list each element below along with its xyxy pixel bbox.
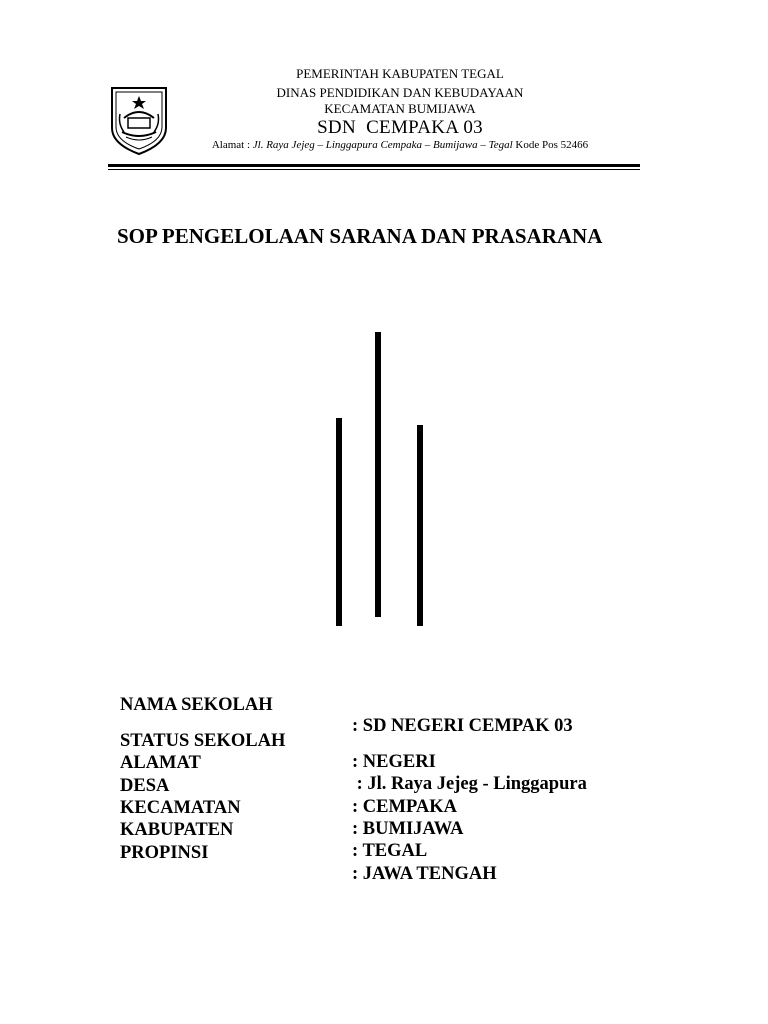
info-value: : JAWA TENGAH xyxy=(352,864,497,884)
decor-bar-center xyxy=(375,332,381,617)
document-title: SOP PENGELOLAAN SARANA DAN PRASARANA xyxy=(117,224,603,248)
info-value: : CEMPAKA xyxy=(352,797,457,817)
info-label: KABUPATEN xyxy=(120,820,234,840)
info-label: PROPINSI xyxy=(120,843,209,863)
letterhead-school-name: SDN CEMPAKA 03 xyxy=(317,117,483,138)
info-value: : Jl. Raya Jejeg - Linggapura xyxy=(352,774,587,794)
decor-bar-right xyxy=(417,425,423,626)
address-prefix: Alamat : xyxy=(211,139,253,151)
letterhead-divider-thin xyxy=(108,169,640,170)
info-label: STATUS SEKOLAH xyxy=(120,731,286,751)
info-value: : SD NEGERI CEMPAK 03 xyxy=(352,716,573,736)
info-value: : NEGERI xyxy=(352,752,436,772)
letterhead-department-line: DINAS PENDIDIKAN DAN KEBUDAYAAN xyxy=(276,85,524,100)
info-label: ALAMAT xyxy=(120,753,201,773)
letterhead-divider-thick xyxy=(108,164,640,167)
decorative-vertical-bars xyxy=(330,330,430,630)
info-label: KECAMATAN xyxy=(120,798,241,818)
letterhead-government-line: PEMERINTAH KABUPATEN TEGAL xyxy=(296,66,504,81)
decor-bar-left xyxy=(336,418,342,626)
info-value: : TEGAL xyxy=(352,841,428,861)
info-value: : BUMIJAWA xyxy=(352,819,464,839)
info-label: DESA xyxy=(120,776,170,796)
address-street: Jl. Raya Jejeg – Linggapura Cempaka – Bumijawa – Tegal xyxy=(252,139,513,151)
info-label: NAMA SEKOLAH xyxy=(120,695,273,715)
address-postcode: Kode Pos 52466 xyxy=(512,139,589,151)
letterhead-district-line: KECAMATAN BUMIJAWA xyxy=(324,101,476,116)
letterhead-address xyxy=(160,139,640,151)
